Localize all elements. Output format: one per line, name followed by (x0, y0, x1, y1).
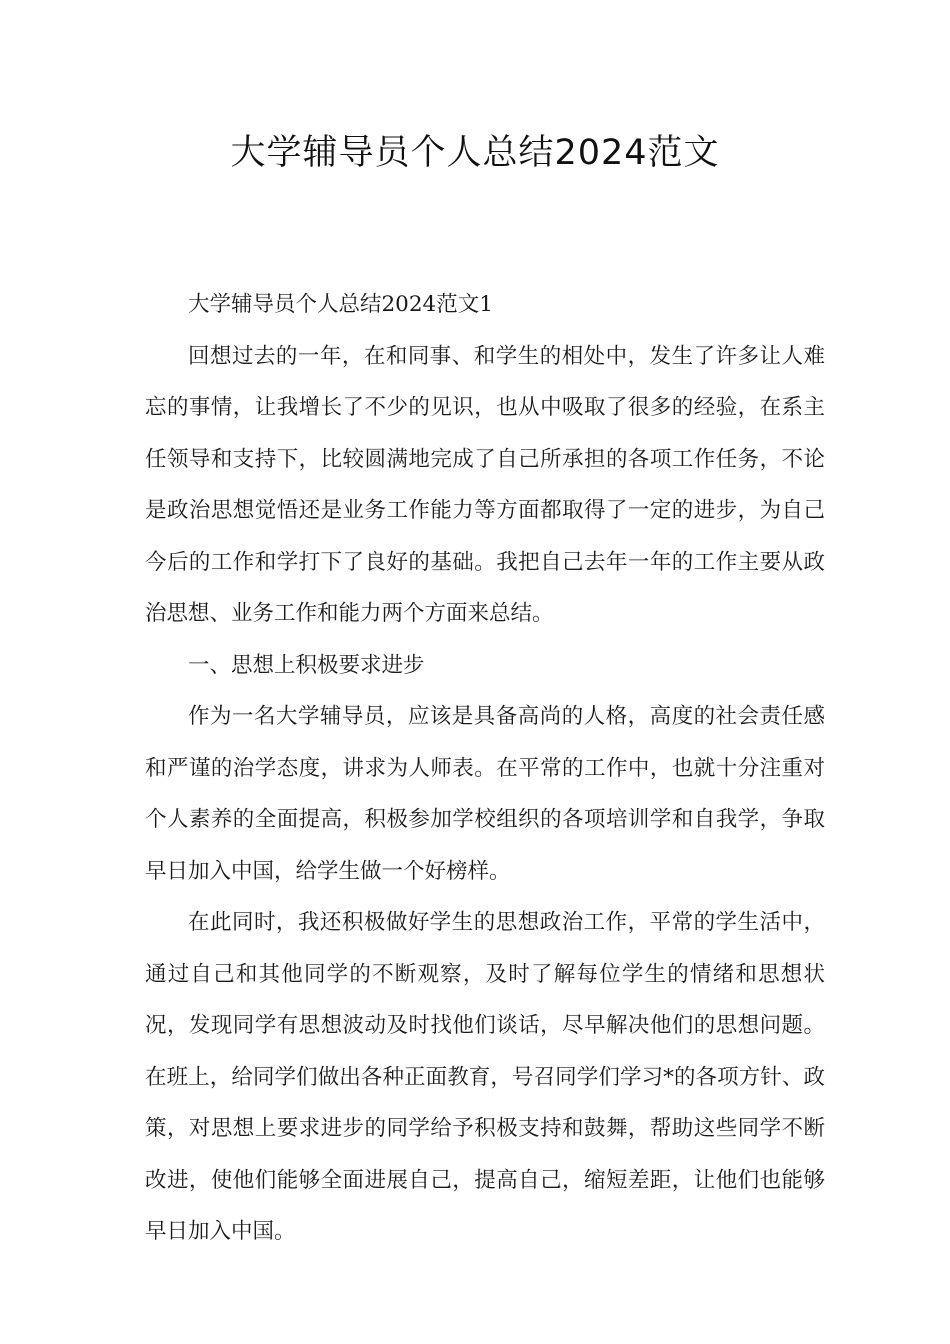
paragraph-student-work: 在此同时，我还积极做好学生的思想政治工作，平常的学生活中，通过自己和其他同学的不断观察，及时了解每位学生的情绪和思想状况，发现同学有思想波动及时找他们谈话，尽早解决他们的思想问题。在班上，给同学们做出各种正面教育，号召同学们学习*的各项方针、政策，对思想上要求进步的同学给予积极支持和鼓舞，帮助这些同学不断改进，使他们能够全面进展自己，提高自己，缩短差距，让他们也能够早日加入中国。 (145, 910, 825, 1244)
document-title: 大学辅导员个人总结2024范文 (230, 133, 720, 173)
paragraph-intro: 回想过去的一年，在和同事、和学生的相处中，发生了许多让人难忘的事情，让我增长了不少的见识，也从中吸取了很多的经验，在系主任领导和支持下，比较圆满地完成了自己所承担的各项工作任务，不论是政治思想觉悟还是业务工作能力等方面都取得了一定的进步，为自己今后的工作和学打下了良好的基础。我把自己去年一年的工作主要从政治思想、业务工作和能力两个方面来总结。 (145, 343, 825, 626)
paragraph-role: 作为一名大学辅导员，应该是具备高尚的人格，高度的社会责任感和严谨的治学态度，讲求为人师表。在平常的工作中，也就十分注重对个人素养的全面提高，积极参加学校组织的各项培训学和自我学，争取早日加入中国，给学生做一个好榜样。 (145, 704, 825, 884)
section-heading-thought: 一、思想上积极要求进步 (188, 652, 425, 678)
section-heading-1: 大学辅导员个人总结2024范文1 (188, 292, 493, 317)
document-body (145, 279, 825, 1258)
